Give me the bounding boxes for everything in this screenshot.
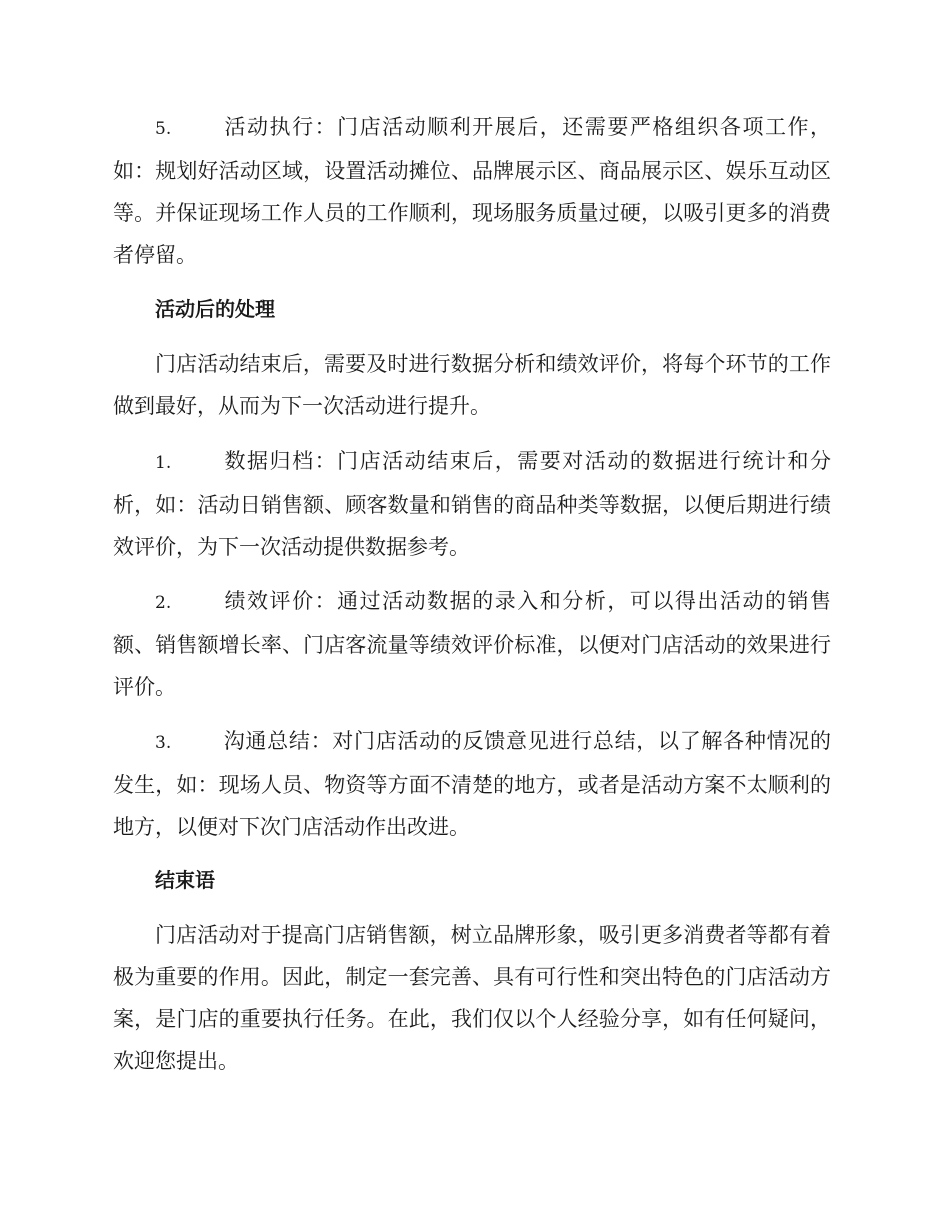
conclusion-paragraph: 门店活动对于提高门店销售额，树立品牌形象，吸引更多消费者等都有着极为重要的作用。因此，制定一套完善、具有可行性和突出特色的门店活动方案，是门店的重要执行任务。在此，我们仅以个人经验分享，如有任何疑问，欢迎您提出。	[113, 923, 831, 1073]
list-item-number: 5.	[155, 119, 172, 139]
list-item-number: 2.	[155, 593, 172, 613]
section-heading-after-activity: 活动后的处理	[155, 297, 275, 321]
list-item-performance-evaluation	[113, 580, 831, 708]
list-item-text: 绩效评价：通过活动数据的录入和分析，可以得出活动的销售额、销售额增长率、门店客流量等绩效评价标准，以便对门店活动的效果进行评价。	[113, 589, 831, 699]
section-heading-conclusion: 结束语	[155, 868, 215, 892]
list-item-text: 数据归档：门店活动结束后，需要对活动的数据进行统计和分析，如：活动日销售额、顾客数量和销售的商品种类等数据，以便后期进行绩效评价，为下一次活动提供数据参考。	[113, 449, 831, 559]
list-item-data-archiving	[113, 440, 831, 568]
list-item-number: 1.	[155, 453, 172, 473]
list-item-text: 沟通总结：对门店活动的反馈意见进行总结，以了解各种情况的发生，如：现场人员、物资等方面不清楚的地方，或者是活动方案不太顺利的地方，以便对下次门店活动作出改进。	[113, 729, 831, 839]
list-item-text: 活动执行：门店活动顺利开展后，还需要严格组织各项工作，如：规划好活动区域，设置活动摊位、品牌展示区、商品展示区、娱乐互动区等。并保证现场工作人员的工作顺利，现场服务质量过硬，以吸引更多的消费者停留。	[113, 115, 831, 267]
section-intro-paragraph: 门店活动结束后，需要及时进行数据分析和绩效评价，将每个环节的工作做到最好，从而为下一次活动进行提升。	[113, 352, 831, 418]
list-item-communication-summary	[113, 720, 831, 848]
list-item-number: 3.	[155, 733, 172, 753]
list-item-activity-execution	[113, 106, 831, 276]
